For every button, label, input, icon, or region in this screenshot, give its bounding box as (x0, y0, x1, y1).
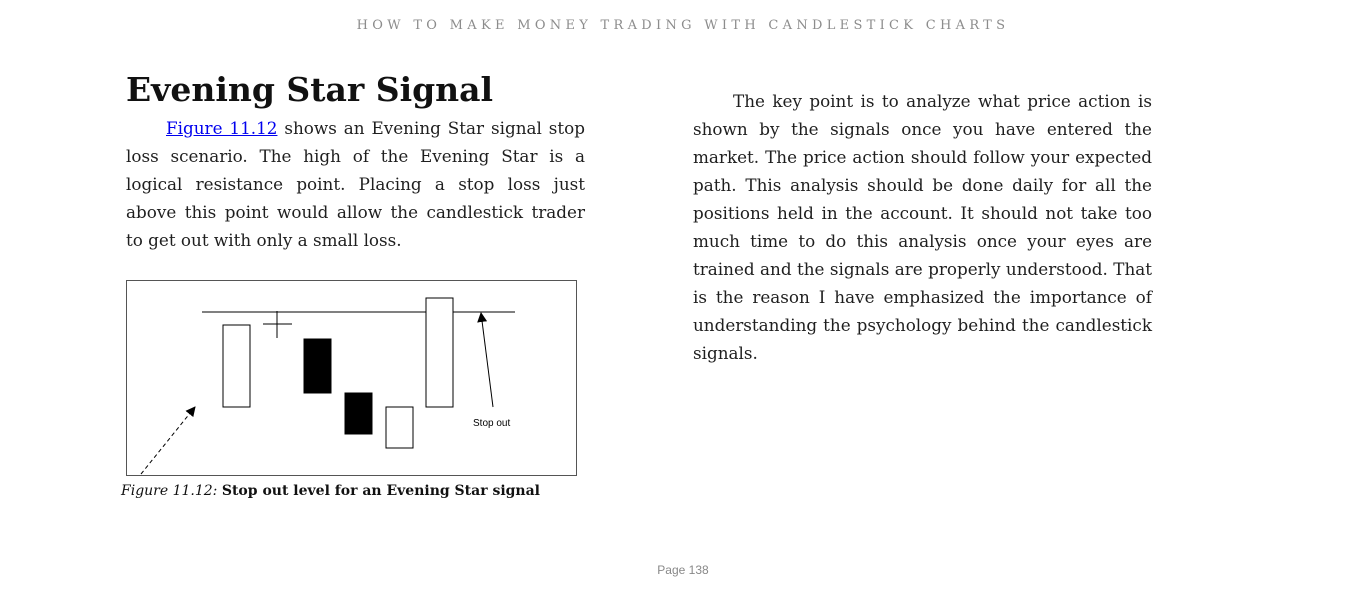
candle-4-black (345, 393, 372, 434)
caption-text: Stop out level for an Evening Star signal (221, 483, 540, 499)
section-heading: Evening Star Signal (126, 70, 494, 109)
stop-out-arrow (481, 313, 493, 407)
candle-6-white (426, 298, 453, 407)
candlestick-figure (126, 280, 577, 476)
candle-1-white (223, 325, 250, 407)
page-number: Page 138 (657, 563, 709, 577)
figure-caption (121, 483, 540, 499)
candle-3-black (304, 339, 331, 393)
candlestick-diagram (127, 281, 576, 475)
running-header: HOW TO MAKE MONEY TRADING WITH CANDLESTICK CHARTS (356, 18, 1010, 33)
left-column (126, 66, 585, 254)
left-paragraph (126, 114, 585, 254)
candle-5-white (386, 407, 413, 448)
left-paragraph-text: shows an Evening Star signal stop loss scenario. The high of the Evening Star is a logical resistance point. Placing a stop loss just above this point would allow the candlestick trader to get out with only a small loss. (126, 118, 585, 250)
right-paragraph: The key point is to analyze what price action is shown by the signals once you have entered the market. The price action should follow your expected path. This analysis should be done daily for all the positions held in the account. It should not take too much time to do this analysis once your eyes are trained and the signals are properly understood. That is the reason I have emphasized the importance of understanding the psychology behind the candlestick signals. (693, 91, 1152, 363)
stop-out-label: Stop out (473, 418, 511, 429)
right-column (693, 87, 1152, 367)
caption-number: Figure 11.12: (121, 483, 218, 499)
trend-arrow (141, 407, 195, 474)
figure-link[interactable]: Figure 11.12 (166, 118, 278, 138)
